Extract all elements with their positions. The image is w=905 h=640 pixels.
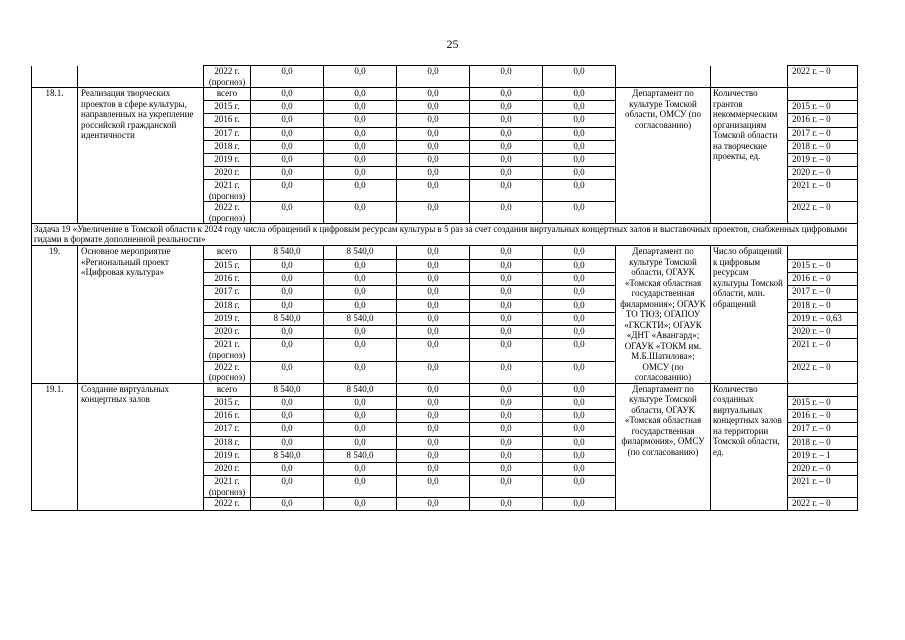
value-cell: 0,0 (397, 167, 470, 180)
indicator-value-cell: 2021 г. – 0 (788, 339, 858, 361)
year-cell: 2022 г. (прогноз) (204, 361, 251, 383)
indicator-value-cell (788, 246, 858, 259)
value-cell: 0,0 (324, 180, 397, 202)
year-cell: 2017 г. (204, 127, 251, 140)
indicator-value-cell: 2022 г. – 0 (788, 202, 858, 224)
value-cell: 0,0 (251, 476, 324, 498)
indicator-value-cell: 2018 г. – 0 (788, 140, 858, 153)
value-cell: 0,0 (470, 383, 543, 396)
value-cell: 0,0 (397, 140, 470, 153)
value-cell: 0,0 (470, 246, 543, 259)
year-cell: 2021 г. (прогноз) (204, 476, 251, 498)
value-cell: 0,0 (324, 326, 397, 339)
value-cell: 0,0 (470, 449, 543, 462)
value-cell: 0,0 (397, 101, 470, 114)
indicator-value-cell: 2022 г. – 0 (788, 66, 858, 88)
value-cell: 0,0 (543, 88, 616, 101)
value-cell: 0,0 (324, 88, 397, 101)
value-cell: 0,0 (251, 462, 324, 475)
value-cell: 0,0 (397, 202, 470, 224)
table-row (32, 88, 858, 101)
value-cell: 0,0 (397, 180, 470, 202)
value-cell: 0,0 (543, 361, 616, 383)
value-cell: 8 540,0 (251, 312, 324, 325)
value-cell: 0,0 (470, 462, 543, 475)
value-cell: 0,0 (397, 153, 470, 166)
value-cell: 0,0 (324, 410, 397, 423)
value-cell: 0,0 (543, 476, 616, 498)
value-cell: 0,0 (543, 167, 616, 180)
value-cell: 0,0 (543, 101, 616, 114)
task-row (32, 224, 858, 246)
value-cell: 0,0 (397, 66, 470, 88)
value-cell: 0,0 (543, 259, 616, 272)
value-cell: 0,0 (470, 167, 543, 180)
indicator-value-cell: 2021 г. – 0 (788, 180, 858, 202)
section-name: Основное мероприятие «Региональный проект «Цифровая культура» (78, 246, 204, 384)
value-cell: 0,0 (251, 167, 324, 180)
value-cell: 8 540,0 (251, 449, 324, 462)
year-cell: 2015 г. (204, 397, 251, 410)
value-cell: 0,0 (324, 101, 397, 114)
value-cell: 0,0 (397, 498, 470, 511)
indicator-value-cell: 2019 г. – 1 (788, 449, 858, 462)
value-cell: 0,0 (251, 326, 324, 339)
value-cell: 0,0 (470, 259, 543, 272)
value-cell: 0,0 (251, 397, 324, 410)
value-cell: 0,0 (397, 88, 470, 101)
indicator-value-cell: 2020 г. – 0 (788, 462, 858, 475)
year-cell: 2022 г. (204, 498, 251, 511)
year-cell: 2015 г. (204, 101, 251, 114)
value-cell: 0,0 (324, 167, 397, 180)
value-cell: 0,0 (397, 383, 470, 396)
value-cell: 0,0 (251, 180, 324, 202)
value-cell: 0,0 (251, 498, 324, 511)
year-cell: 2019 г. (204, 153, 251, 166)
value-cell: 0,0 (543, 436, 616, 449)
value-cell: 8 540,0 (324, 449, 397, 462)
value-cell: 0,0 (543, 202, 616, 224)
section-name: Создание виртуальных концертных залов (78, 383, 204, 511)
value-cell: 0,0 (324, 153, 397, 166)
year-cell: всего (204, 246, 251, 259)
page-number: 25 (446, 37, 459, 51)
value-cell: 0,0 (470, 286, 543, 299)
value-cell: 0,0 (251, 361, 324, 383)
value-cell: 0,0 (470, 272, 543, 285)
value-cell: 0,0 (324, 286, 397, 299)
value-cell: 0,0 (397, 449, 470, 462)
indicator-name: Количество созданных виртуальных концертных залов на территории Томской области, ед. (711, 383, 788, 511)
executor: Департамент по культуре Томской области, ОГАУК «Томская областная государственная филармония»; ОГАУК ТО ТЮЗ; ОГАПОУ «ГКСКТИ»; ОГАУК «ДНТ «Авангард»; ОГАУК «ТОКМ им. М.Б.Шатилова»; ОМСУ (по согласованию) (616, 246, 711, 384)
value-cell: 0,0 (397, 361, 470, 383)
value-cell: 0,0 (543, 339, 616, 361)
year-cell: 2019 г. (204, 449, 251, 462)
year-cell: 2018 г. (204, 140, 251, 153)
value-cell: 0,0 (251, 66, 324, 88)
value-cell: 0,0 (543, 114, 616, 127)
indicator-value-cell: 2016 г. – 0 (788, 272, 858, 285)
value-cell: 8 540,0 (251, 246, 324, 259)
value-cell: 0,0 (397, 423, 470, 436)
value-cell: 0,0 (470, 361, 543, 383)
year-cell: 2016 г. (204, 114, 251, 127)
value-cell: 0,0 (543, 153, 616, 166)
value-cell: 0,0 (324, 498, 397, 511)
value-cell: 0,0 (324, 397, 397, 410)
value-cell: 0,0 (397, 127, 470, 140)
program-table (31, 65, 857, 511)
year-cell: 2019 г. (204, 312, 251, 325)
value-cell: 0,0 (397, 299, 470, 312)
indicator-value-cell: 2017 г. – 0 (788, 423, 858, 436)
value-cell: 0,0 (251, 127, 324, 140)
value-cell: 0,0 (251, 140, 324, 153)
value-cell: 0,0 (324, 127, 397, 140)
indicator-value-cell: 2016 г. – 0 (788, 410, 858, 423)
value-cell: 0,0 (543, 140, 616, 153)
indicator-value-cell: 2015 г. – 0 (788, 259, 858, 272)
value-cell: 0,0 (251, 410, 324, 423)
value-cell: 0,0 (324, 423, 397, 436)
year-cell: 2018 г. (204, 436, 251, 449)
value-cell: 0,0 (324, 299, 397, 312)
value-cell: 0,0 (543, 397, 616, 410)
value-cell: 0,0 (470, 410, 543, 423)
value-cell: 0,0 (543, 66, 616, 88)
value-cell: 0,0 (470, 127, 543, 140)
section-name: Реализация творческих проектов в сфере культуры, направленных на укрепление российской гражданской идентичности (78, 88, 204, 224)
value-cell: 0,0 (324, 436, 397, 449)
value-cell: 0,0 (251, 272, 324, 285)
year-cell: 2020 г. (204, 326, 251, 339)
value-cell: 0,0 (251, 114, 324, 127)
indicator-name: Число обращений к цифровым ресурсам культуры Томской области, млн. обращений (711, 246, 788, 384)
value-cell: 0,0 (470, 88, 543, 101)
value-cell: 0,0 (470, 436, 543, 449)
value-cell: 0,0 (397, 462, 470, 475)
value-cell: 0,0 (470, 476, 543, 498)
value-cell: 0,0 (324, 339, 397, 361)
table-row (32, 383, 858, 396)
indicator-name-cell (711, 66, 788, 88)
value-cell: 0,0 (397, 397, 470, 410)
year-cell: всего (204, 88, 251, 101)
executor: Департамент по культуре Томской области, ОГАУК «Томская областная государственная филармония», ОМСУ (по согласованию) (616, 383, 711, 511)
value-cell: 0,0 (543, 312, 616, 325)
indicator-value-cell: 2020 г. – 0 (788, 326, 858, 339)
value-cell: 0,0 (251, 299, 324, 312)
value-cell: 0,0 (397, 114, 470, 127)
value-cell: 0,0 (543, 383, 616, 396)
value-cell: 0,0 (324, 476, 397, 498)
indicator-value-cell: 2019 г. – 0,63 (788, 312, 858, 325)
value-cell: 0,0 (470, 326, 543, 339)
value-cell: 0,0 (470, 101, 543, 114)
value-cell: 0,0 (543, 462, 616, 475)
value-cell: 0,0 (543, 180, 616, 202)
value-cell: 0,0 (543, 410, 616, 423)
value-cell: 0,0 (470, 114, 543, 127)
value-cell: 0,0 (324, 202, 397, 224)
value-cell: 0,0 (251, 88, 324, 101)
value-cell: 0,0 (251, 423, 324, 436)
value-cell: 0,0 (470, 140, 543, 153)
value-cell: 0,0 (397, 326, 470, 339)
task-description: Задача 19 «Увеличение в Томской области к 2024 году числа обращений к цифровым ресурсам культуры в 5 раз за счет создания виртуальных концертных залов и выставочных проектов, снабженных цифровыми гидами в формате дополненной реальности» (32, 224, 858, 246)
executor-cell (616, 66, 711, 88)
value-cell: 0,0 (251, 436, 324, 449)
indicator-value-cell: 2015 г. – 0 (788, 101, 858, 114)
indicator-value-cell: 2022 г. – 0 (788, 361, 858, 383)
value-cell: 0,0 (251, 286, 324, 299)
value-cell: 0,0 (470, 66, 543, 88)
value-cell: 0,0 (251, 339, 324, 361)
indicator-value-cell: 2017 г. – 0 (788, 286, 858, 299)
value-cell: 0,0 (324, 462, 397, 475)
value-cell: 0,0 (543, 326, 616, 339)
indicator-value-cell: 2020 г. – 0 (788, 167, 858, 180)
value-cell: 0,0 (470, 180, 543, 202)
indicator-value-cell: 2018 г. – 0 (788, 436, 858, 449)
year-cell: 2018 г. (204, 299, 251, 312)
year-cell: 2021 г. (прогноз) (204, 180, 251, 202)
value-cell: 0,0 (470, 498, 543, 511)
value-cell: 0,0 (397, 286, 470, 299)
section-num-cell (32, 66, 78, 88)
year-cell: 2020 г. (204, 167, 251, 180)
value-cell: 8 540,0 (251, 383, 324, 396)
year-cell: всего (204, 383, 251, 396)
table-row (32, 66, 858, 88)
executor: Департамент по культуре Томской области, ОМСУ (по согласованию) (616, 88, 711, 224)
year-cell: 2022 г. (прогноз) (204, 202, 251, 224)
value-cell: 8 540,0 (324, 383, 397, 396)
value-cell: 0,0 (397, 312, 470, 325)
year-cell: 2020 г. (204, 462, 251, 475)
indicator-name: Количество грантов некоммерческим организациям Томской области на творческие проекты, ед. (711, 88, 788, 224)
value-cell: 0,0 (543, 246, 616, 259)
value-cell: 8 540,0 (324, 312, 397, 325)
value-cell: 0,0 (324, 259, 397, 272)
value-cell: 8 540,0 (324, 246, 397, 259)
indicator-value-cell: 2022 г. – 0 (788, 498, 858, 511)
value-cell: 0,0 (470, 397, 543, 410)
value-cell: 0,0 (324, 66, 397, 88)
value-cell: 0,0 (470, 299, 543, 312)
year-cell: 2016 г. (204, 272, 251, 285)
value-cell: 0,0 (397, 436, 470, 449)
value-cell: 0,0 (470, 202, 543, 224)
value-cell: 0,0 (324, 114, 397, 127)
year-cell: 2016 г. (204, 410, 251, 423)
value-cell: 0,0 (470, 423, 543, 436)
value-cell: 0,0 (251, 153, 324, 166)
table-row (32, 246, 858, 259)
year-cell: 2017 г. (204, 286, 251, 299)
indicator-value-cell: 2019 г. – 0 (788, 153, 858, 166)
value-cell: 0,0 (251, 259, 324, 272)
value-cell: 0,0 (470, 153, 543, 166)
value-cell: 0,0 (251, 101, 324, 114)
indicator-value-cell: 2015 г. – 0 (788, 397, 858, 410)
value-cell: 0,0 (543, 127, 616, 140)
section-number: 18.1. (32, 88, 78, 224)
value-cell: 0,0 (324, 361, 397, 383)
value-cell: 0,0 (543, 299, 616, 312)
value-cell: 0,0 (543, 272, 616, 285)
value-cell: 0,0 (543, 498, 616, 511)
value-cell: 0,0 (397, 339, 470, 361)
indicator-value-cell: 2016 г. – 0 (788, 114, 858, 127)
year-cell: 2017 г. (204, 423, 251, 436)
value-cell: 0,0 (324, 140, 397, 153)
indicator-value-cell: 2018 г. – 0 (788, 299, 858, 312)
year-cell: 2021 г. (прогноз) (204, 339, 251, 361)
value-cell: 0,0 (470, 339, 543, 361)
value-cell: 0,0 (324, 272, 397, 285)
value-cell: 0,0 (397, 259, 470, 272)
value-cell: 0,0 (397, 272, 470, 285)
value-cell: 0,0 (397, 246, 470, 259)
year-cell: 2015 г. (204, 259, 251, 272)
value-cell: 0,0 (470, 312, 543, 325)
value-cell: 0,0 (543, 423, 616, 436)
section-name-cell (78, 66, 204, 88)
indicator-value-cell: 2017 г. – 0 (788, 127, 858, 140)
section-number: 19.1. (32, 383, 78, 511)
year-cell: 2022 г. (прогноз) (204, 66, 251, 88)
value-cell: 0,0 (543, 286, 616, 299)
indicator-value-cell (788, 383, 858, 396)
value-cell: 0,0 (251, 202, 324, 224)
measures-table (31, 65, 858, 511)
value-cell: 0,0 (397, 410, 470, 423)
value-cell: 0,0 (397, 476, 470, 498)
indicator-value-cell (788, 88, 858, 101)
section-number: 19. (32, 246, 78, 384)
indicator-value-cell: 2021 г. – 0 (788, 476, 858, 498)
value-cell: 0,0 (543, 449, 616, 462)
